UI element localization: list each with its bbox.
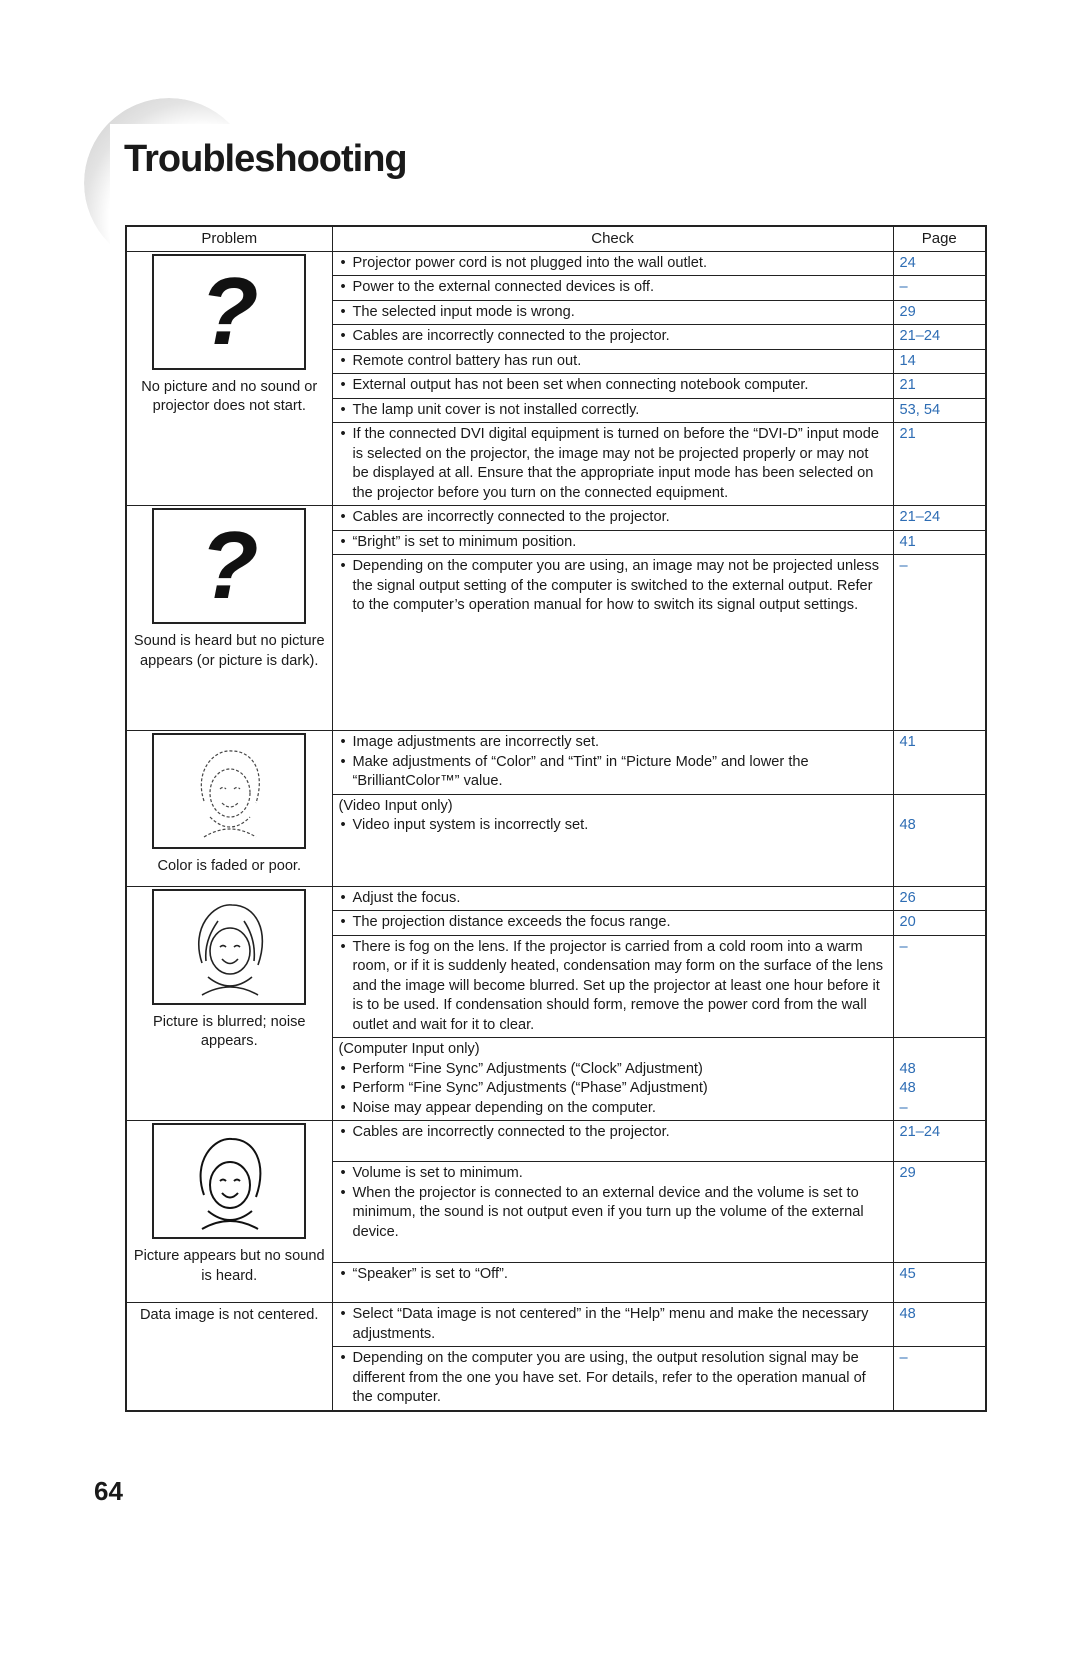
check-cell bbox=[332, 794, 893, 886]
page-ref: – bbox=[893, 935, 986, 1038]
header-problem: Problem bbox=[126, 226, 332, 251]
page-ref: 41 bbox=[893, 731, 986, 795]
check-text: • Depending on the computer you are using, the output resolution signal may be different from the one you have set. For details, refer to the operation manual of the computer. bbox=[339, 1349, 887, 1408]
problem-cell bbox=[126, 886, 332, 1121]
check-text: • Noise may appear depending on the computer. bbox=[339, 1099, 887, 1119]
check-cell bbox=[332, 300, 893, 325]
check-cell bbox=[332, 1347, 893, 1411]
page-number: 64 bbox=[94, 1476, 123, 1506]
check-text: • External output has not been set when connecting notebook computer. bbox=[339, 376, 887, 396]
page-ref-value: 48 bbox=[899, 1060, 916, 1077]
page-ref: 21–24 bbox=[893, 1121, 986, 1162]
page-ref-value: – bbox=[899, 1099, 908, 1116]
question-mark-icon: ? bbox=[199, 257, 259, 365]
table-row bbox=[126, 731, 986, 795]
page-ref: 26 bbox=[893, 886, 986, 911]
problem-cell bbox=[126, 1121, 332, 1303]
check-cell bbox=[332, 325, 893, 350]
problem-image-frame bbox=[152, 733, 306, 849]
check-text: • “Speaker” is set to “Off”. bbox=[339, 1265, 887, 1285]
check-cell bbox=[332, 731, 893, 795]
check-cell bbox=[332, 423, 893, 506]
check-text: • Perform “Fine Sync” Adjustments (“Clock” Adjustment) bbox=[339, 1060, 887, 1080]
girl-illustration-icon bbox=[174, 897, 284, 997]
check-cell bbox=[332, 530, 893, 555]
check-text: • There is fog on the lens. If the projector is carried from a cold room into a warm room, or if it is suddenly heated, condensation may form on the surface of the lens and the image will become blurred. Set up the projector at least one hour before it is to be used. If condensation should form, remove the power cord from the wall outlet and wait for it to clear. bbox=[339, 938, 887, 1036]
page-ref: 14 bbox=[893, 349, 986, 374]
problem-label: Picture appears but no sound is heard. bbox=[133, 1248, 325, 1284]
girl-illustration-icon bbox=[174, 741, 284, 841]
table-row bbox=[126, 506, 986, 531]
check-cell bbox=[332, 251, 893, 276]
page-ref: 21–24 bbox=[893, 506, 986, 531]
check-text: • Image adjustments are incorrectly set. bbox=[339, 733, 887, 753]
check-text: • Select “Data image is not centered” in the “Help” menu and make the necessary adjustments. bbox=[339, 1305, 887, 1344]
check-text: • The selected input mode is wrong. bbox=[339, 303, 887, 323]
check-text: • Cables are incorrectly connected to the projector. bbox=[339, 1123, 887, 1143]
problem-cell bbox=[126, 251, 332, 506]
check-cell bbox=[332, 506, 893, 531]
page-ref: – bbox=[893, 276, 986, 301]
page-ref: 21–24 bbox=[893, 325, 986, 350]
check-cell bbox=[332, 555, 893, 731]
header-page: Page bbox=[893, 226, 986, 251]
check-text: • Remote control battery has run out. bbox=[339, 352, 887, 372]
check-note: (Video Input only) bbox=[338, 797, 453, 814]
check-text: • Video input system is incorrectly set. bbox=[339, 816, 887, 836]
page-ref: 48 bbox=[893, 1303, 986, 1347]
page-ref: 45 bbox=[893, 1263, 986, 1303]
table-row bbox=[126, 1121, 986, 1162]
problem-cell bbox=[126, 1303, 332, 1411]
problem-cell bbox=[126, 506, 332, 731]
table-row bbox=[126, 1303, 986, 1347]
check-cell bbox=[332, 1263, 893, 1303]
page-ref-value: 48 bbox=[899, 1080, 916, 1096]
check-cell bbox=[332, 1303, 893, 1347]
check-cell bbox=[332, 935, 893, 1038]
check-text: • If the connected DVI digital equipment is turned on before the “DVI-D” input mode is selected on the projector, the image may not be projected properly or may not be displayed at all. Ensure that the appropriate input mode has been selected on the projector before you turn on the connected equipment. bbox=[339, 425, 887, 503]
check-cell bbox=[332, 1162, 893, 1263]
page-ref bbox=[893, 794, 986, 886]
check-cell bbox=[332, 374, 893, 399]
page-ref: 21 bbox=[893, 423, 986, 506]
table-header-row bbox=[126, 226, 986, 251]
header-check: Check bbox=[332, 226, 893, 251]
check-text: • The projection distance exceeds the focus range. bbox=[339, 913, 887, 933]
page-title: Troubleshooting bbox=[124, 138, 407, 180]
page-ref: 29 bbox=[893, 300, 986, 325]
check-text: • Adjust the focus. bbox=[339, 889, 887, 909]
girl-illustration-icon bbox=[174, 1131, 284, 1231]
problem-label: No picture and no sound or projector does not start. bbox=[141, 378, 318, 414]
troubleshooting-table bbox=[125, 225, 987, 1412]
page-ref: 29 bbox=[893, 1162, 986, 1263]
page-ref: 20 bbox=[893, 911, 986, 936]
check-text: • Make adjustments of “Color” and “Tint” in “Picture Mode” and lower the “BrilliantColor™” value. bbox=[339, 753, 887, 792]
page-ref: 41 bbox=[893, 530, 986, 555]
check-text: • Perform “Fine Sync” Adjustments (“Phase” Adjustment) bbox=[339, 1079, 887, 1099]
check-cell bbox=[332, 1121, 893, 1162]
check-text: • “Bright” is set to minimum position. bbox=[339, 533, 887, 553]
problem-label: Picture is blurred; noise appears. bbox=[153, 1013, 306, 1049]
check-cell bbox=[332, 398, 893, 423]
problem-label: Sound is heard but no picture appears (or picture is dark). bbox=[133, 633, 325, 669]
check-cell bbox=[332, 886, 893, 911]
check-text: • Projector power cord is not plugged into the wall outlet. bbox=[339, 254, 887, 274]
problem-image-frame bbox=[152, 508, 306, 624]
check-cell bbox=[332, 276, 893, 301]
check-text: • The lamp unit cover is not installed correctly. bbox=[339, 401, 887, 421]
check-cell bbox=[332, 1038, 893, 1121]
check-note: (Computer Input only) bbox=[338, 1041, 480, 1057]
problem-image-frame bbox=[152, 254, 306, 370]
page-ref: – bbox=[893, 555, 986, 731]
table-row bbox=[126, 886, 986, 911]
page-ref-value: 48 bbox=[899, 817, 916, 833]
check-text: • Depending on the computer you are using, an image may not be projected unless the signal output setting of the computer is switched to the external output. Refer to the computer’s operation manual for how to switch its signal output settings. bbox=[339, 557, 887, 616]
problem-label: Color is faded or poor. bbox=[157, 858, 302, 874]
page-ref bbox=[893, 1038, 986, 1121]
problem-cell bbox=[126, 731, 332, 887]
check-cell bbox=[332, 349, 893, 374]
problem-label: Data image is not centered. bbox=[140, 1307, 319, 1323]
check-text: • Cables are incorrectly connected to the projector. bbox=[339, 327, 887, 347]
page-ref: 53, 54 bbox=[893, 398, 986, 423]
question-mark-icon: ? bbox=[199, 512, 259, 619]
check-text: • Cables are incorrectly connected to the projector. bbox=[339, 508, 887, 528]
table-row bbox=[126, 251, 986, 276]
problem-image-frame bbox=[152, 1123, 306, 1239]
page-ref: – bbox=[893, 1347, 986, 1411]
check-cell bbox=[332, 911, 893, 936]
problem-image-frame bbox=[152, 889, 306, 1005]
page-ref: 24 bbox=[893, 251, 986, 276]
check-text: • When the projector is connected to an external device and the volume is set to minimum, the sound is not output even if you turn up the volume of the external device. bbox=[339, 1184, 887, 1243]
check-text: • Power to the external connected devices is off. bbox=[339, 278, 887, 298]
check-text: • Volume is set to minimum. bbox=[339, 1164, 887, 1184]
page-ref: 21 bbox=[893, 374, 986, 399]
